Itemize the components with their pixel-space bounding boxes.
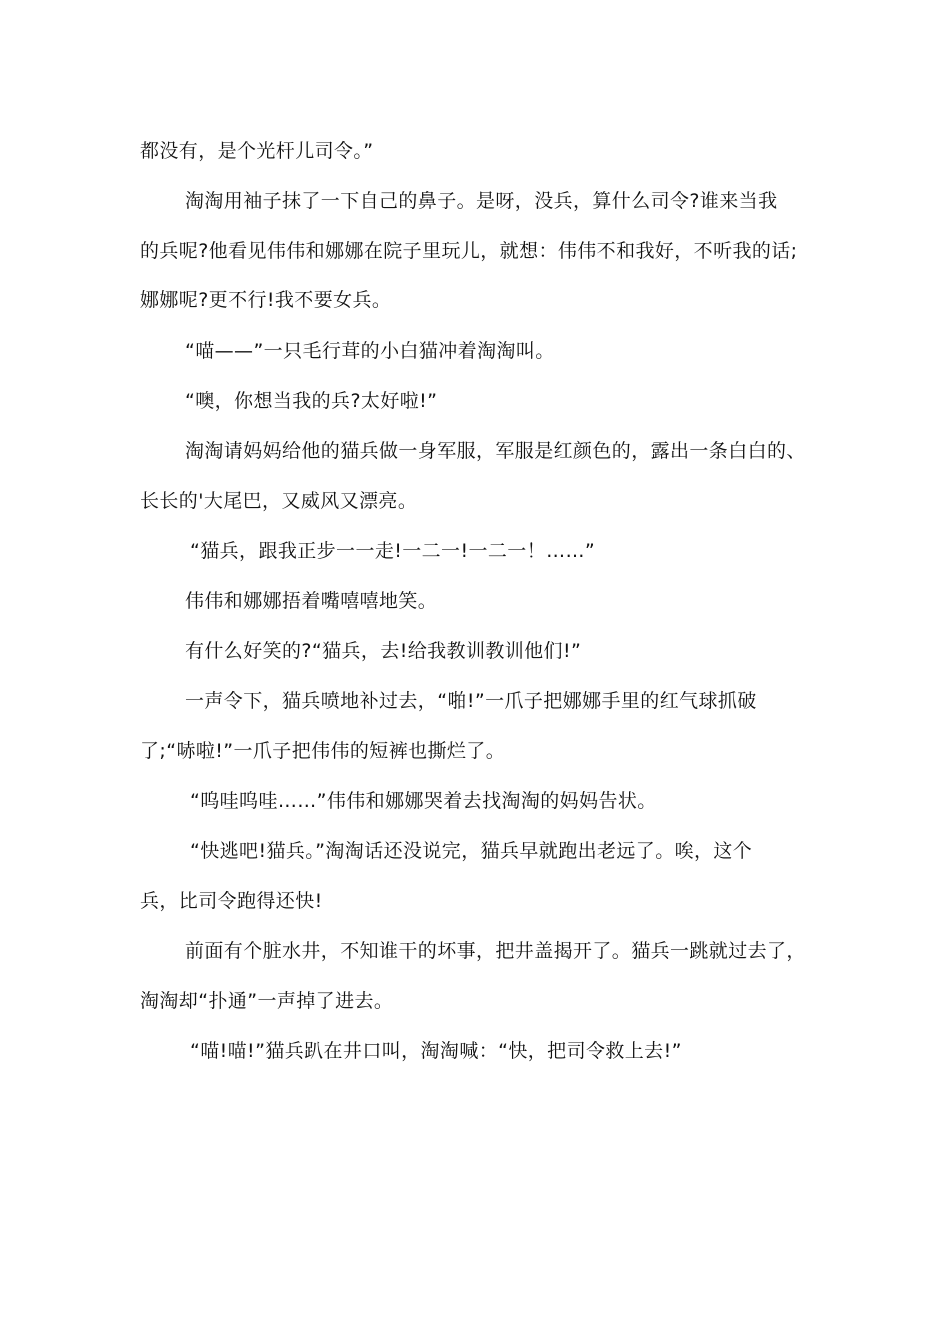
text-line-7: 淘淘请妈妈给他的猫兵做一身军服，军服是红颜色的，露出一条白白的、 (185, 440, 806, 462)
text-line-18: 淘淘却“扑通”一声掉了进去。 (140, 990, 394, 1012)
text-line-4: 娜娜呢?更不行!我不要女兵。 (140, 289, 392, 311)
text-line-15: “快逃吧!猫兵。”淘淘话还没说完，猫兵早就跑出老远了。唉，这个 (190, 840, 753, 862)
text-line-10: 伟伟和娜娜捂着嘴嘻嘻地笑。 (185, 590, 438, 612)
text-line-1: 都没有，是个光杆儿司令。” (140, 140, 374, 162)
text-line-16: 兵，比司令跑得还快! (140, 890, 323, 912)
text-line-11: 有什么好笑的?“猫兵，去!给我教训教训他们!” (185, 640, 582, 662)
text-line-13: 了;“哧啦!”一爪子把伟伟的短裤也撕烂了。 (140, 740, 506, 762)
text-line-3: 的兵呢?他看见伟伟和娜娜在院子里玩儿，就想：伟伟不和我好，不听我的话; (140, 240, 798, 262)
text-line-12: 一声令下，猫兵喷地补过去，“啪!”一爪子把娜娜手里的红气球抓破 (185, 690, 757, 712)
text-line-5: “喵——”一只毛行茸的小白猫冲着淘淘叫。 (185, 340, 555, 362)
text-line-8: 长长的'大尾巴，又威风又漂亮。 (140, 490, 418, 512)
text-line-19: “喵!喵!”猫兵趴在井口叫，淘淘喊：“快，把司令救上去!” (190, 1040, 682, 1062)
text-line-14: “呜哇呜哇……”伟伟和娜娜哭着去找淘淘的妈妈告状。 (190, 790, 657, 812)
text-line-6: “噢，你想当我的兵?太好啦!” (185, 390, 438, 412)
text-line-9: “猫兵，跟我正步一一走!一二一!一二一！……” (190, 540, 596, 562)
text-line-17: 前面有个脏水井，不知谁干的坏事，把井盖揭开了。猫兵一跳就过去了， (185, 940, 806, 962)
text-line-2: 淘淘用袖子抹了一下自己的鼻子。是呀，没兵，算什么司令?谁来当我 (185, 190, 778, 212)
